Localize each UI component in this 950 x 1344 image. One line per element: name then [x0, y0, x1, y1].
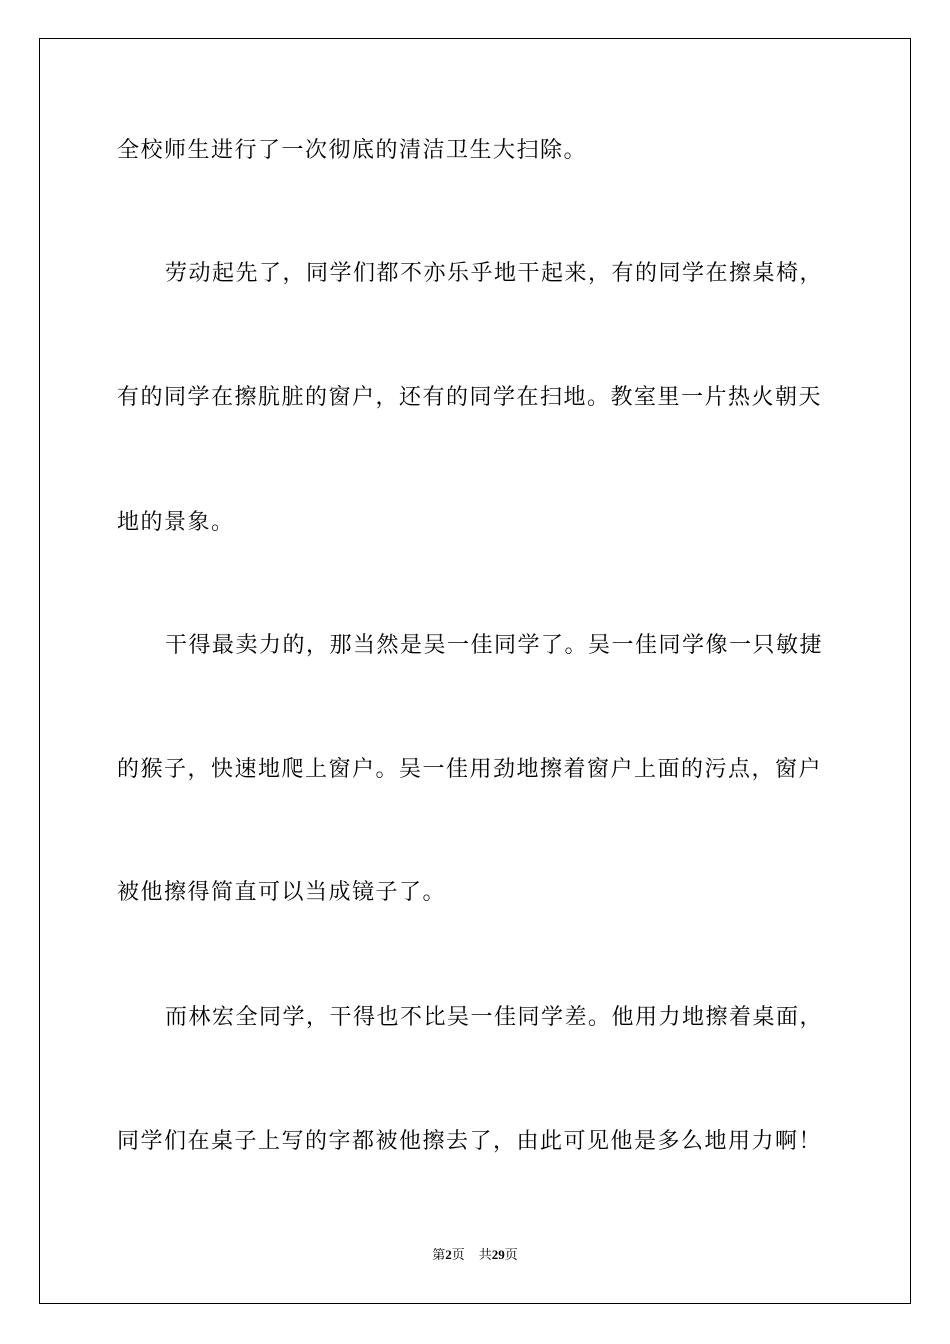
page-footer: [0, 1246, 950, 1264]
page-suffix: 页: [451, 1247, 465, 1262]
page-frame: [39, 38, 911, 1304]
text-line-9: 同学们在桌子上写的字都被他擦去了，由此可见他是多么地用力啊！: [117, 1129, 823, 1154]
text-line-8: 而林宏全同学，干得也不比吴一佳同学差。他用力地擦着桌面，: [165, 1005, 824, 1030]
total-suffix: 页: [504, 1247, 518, 1262]
total-prefix: 共: [478, 1247, 492, 1262]
text-line-7: 被他擦得简直可以当成镜子了。: [117, 880, 447, 905]
text-line-3: 有的同学在擦肮脏的窗户，还有的同学在扫地。教室里一片热火朝天: [117, 385, 823, 410]
page-prefix: 第: [432, 1247, 446, 1262]
page-number: 2: [445, 1247, 452, 1262]
total-pages: 29: [491, 1247, 505, 1262]
text-line-6: 的猴子，快速地爬上窗户。吴一佳用劲地擦着窗户上面的污点，窗户: [117, 757, 823, 782]
text-line-1: 全校师生进行了一次彻底的清洁卫生大扫除。: [117, 138, 588, 163]
text-line-2: 劳动起先了，同学们都不亦乐乎地干起来，有的同学在擦桌椅，: [165, 261, 824, 286]
text-line-5: 干得最卖力的，那当然是吴一佳同学了。吴一佳同学像一只敏捷: [165, 633, 824, 658]
text-line-4: 地的景象。: [117, 510, 235, 535]
